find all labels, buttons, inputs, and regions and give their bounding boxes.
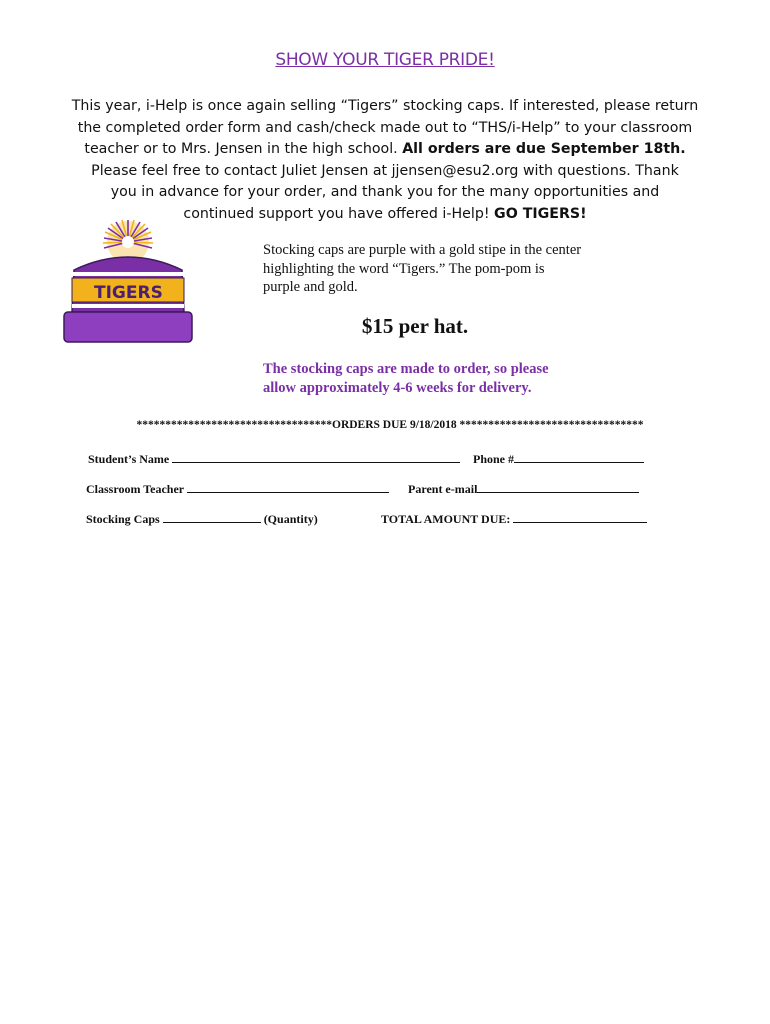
due-date-text: All orders are due September 18th. bbox=[402, 141, 686, 157]
note-line: The stocking caps are made to order, so please bbox=[263, 361, 549, 377]
classroom-teacher-blank[interactable] bbox=[187, 482, 389, 493]
phone-blank[interactable] bbox=[514, 452, 644, 463]
description-line: highlighting the word “Tigers.” The pom-pom is bbox=[263, 260, 545, 277]
price-text: $15 per hat. bbox=[361, 314, 469, 338]
intro-line: the completed order form and cash/check made out to “THS/i-Help” to your classroom bbox=[77, 119, 693, 136]
parent-email-blank[interactable] bbox=[477, 482, 639, 493]
student-name-label: Student’s Name bbox=[88, 452, 170, 466]
total-due-label: TOTAL AMOUNT DUE: bbox=[381, 512, 511, 526]
hat-white-stripe bbox=[72, 304, 184, 308]
student-name-blank[interactable] bbox=[172, 452, 460, 463]
note-line: allow approximately 4-6 weeks for delivery. bbox=[263, 379, 532, 396]
delivery-note bbox=[263, 360, 623, 397]
orders-due-banner: **********************************ORDERS DUE 9/18/2018 ******************************** bbox=[136, 419, 644, 431]
intro-line: teacher or to Mrs. Jensen in the high school. bbox=[84, 141, 398, 157]
parent-email-field[interactable] bbox=[408, 482, 639, 497]
intro-line: continued support you have offered i-Help! bbox=[183, 205, 490, 222]
classroom-teacher-field[interactable] bbox=[86, 482, 389, 497]
intro-line: This year, i-Help is once again selling “Tigers” stocking caps. If interested, please return bbox=[71, 98, 699, 114]
parent-email-label: Parent e-mail bbox=[408, 482, 478, 496]
total-due-field[interactable] bbox=[381, 512, 647, 527]
intro-line: you in advance for your order, and thank you for the many opportunities and bbox=[110, 184, 660, 200]
description-line: Stocking caps are purple with a gold stipe in the center bbox=[263, 242, 582, 258]
intro-paragraph bbox=[50, 96, 720, 225]
hat-white-stripe bbox=[72, 272, 184, 276]
intro-line: Please feel free to contact Juliet Jensen at jjensen@esu2.org with questions. Thank bbox=[91, 162, 679, 179]
phone-label: Phone # bbox=[473, 452, 515, 466]
hat-label: TIGERS bbox=[94, 283, 163, 303]
stocking-caps-label: Stocking Caps bbox=[86, 512, 160, 526]
quantity-blank[interactable] bbox=[163, 512, 261, 523]
stocking-caps-field[interactable] bbox=[86, 512, 318, 527]
cap-description bbox=[263, 241, 633, 297]
phone-field[interactable] bbox=[473, 452, 644, 467]
quantity-label: (Quantity) bbox=[263, 512, 318, 526]
go-tigers-text: GO TIGERS! bbox=[494, 205, 587, 222]
description-line: purple and gold. bbox=[263, 279, 358, 295]
classroom-teacher-label: Classroom Teacher bbox=[86, 482, 184, 496]
student-name-field[interactable] bbox=[88, 452, 460, 467]
page-title: SHOW YOUR TIGER PRIDE! bbox=[275, 50, 495, 70]
total-due-blank[interactable] bbox=[513, 512, 647, 523]
